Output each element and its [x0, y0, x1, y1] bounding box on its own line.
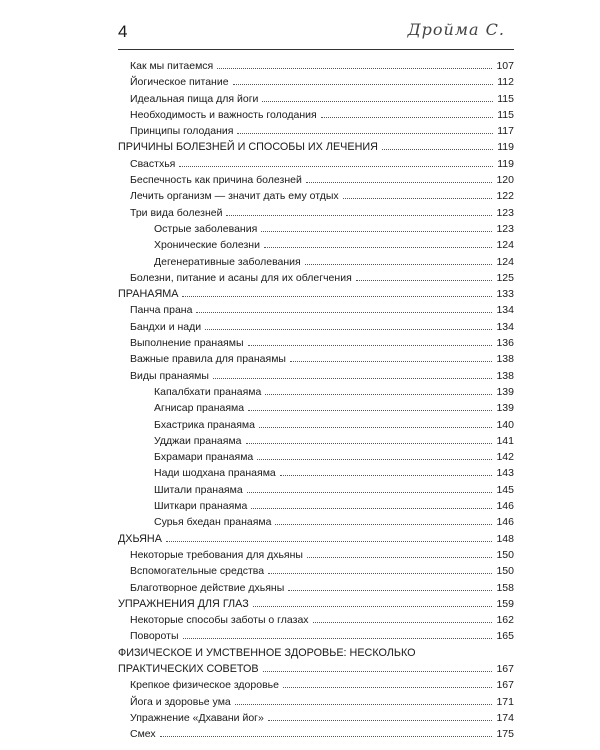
toc-entry-title: Три вида болезней	[130, 206, 223, 219]
toc-entry-page: 136	[496, 337, 514, 350]
dot-leader	[280, 475, 493, 476]
toc-entry	[118, 204, 514, 219]
toc-entry	[118, 432, 514, 447]
toc-entry	[118, 416, 514, 431]
dot-leader	[265, 394, 492, 395]
toc-entry	[118, 57, 514, 72]
header-rule	[118, 49, 514, 50]
toc-entry-page: 124	[496, 255, 514, 268]
dot-leader	[251, 508, 492, 509]
toc-entry-title: Бандхи и нади	[130, 320, 202, 333]
dot-leader	[179, 166, 493, 167]
toc-entry-page: 139	[496, 385, 514, 398]
toc-entry-page: 115	[497, 108, 514, 121]
dot-leader	[382, 149, 493, 150]
toc-entry-page: 139	[496, 402, 514, 415]
dot-leader	[217, 68, 492, 69]
toc-entry-page: 146	[496, 500, 514, 513]
toc-entry-page: 146	[496, 516, 514, 529]
toc-entry	[118, 73, 514, 88]
dot-leader	[205, 329, 492, 330]
toc-entry-title: Крепкое физическое здоровье	[130, 679, 279, 692]
toc-entry-title: Как мы питаемся	[130, 60, 214, 72]
dot-leader	[321, 117, 494, 118]
dot-leader	[259, 427, 493, 428]
dot-leader	[268, 573, 492, 574]
toc-entry-title: Виды пранаямы	[130, 369, 209, 382]
toc-entry-title: Идеальная пища для йоги	[130, 92, 259, 105]
toc-entry	[118, 399, 514, 414]
toc-entry	[118, 155, 514, 170]
toc-entry-page: 107	[496, 60, 514, 72]
dot-leader	[248, 410, 492, 411]
toc-entry-page: 112	[497, 76, 514, 89]
toc-entry-title: Принципы голодания	[130, 125, 234, 138]
toc-entry	[118, 595, 514, 610]
dot-leader	[268, 720, 493, 721]
toc-entry	[118, 513, 514, 528]
toc-entry	[118, 530, 514, 545]
toc-entry	[118, 220, 514, 235]
toc-entry	[118, 318, 514, 333]
toc-entry	[118, 676, 514, 691]
toc-entry-title: Капалбхати пранаяма	[154, 385, 262, 398]
toc-entry-title: Важные правила для пранаямы	[130, 353, 286, 366]
toc-entry	[118, 448, 514, 463]
toc-entry-title: Дегенеративные заболевания	[154, 255, 301, 268]
toc-entry-title: ПРИЧИНЫ БОЛЕЗНЕЙ И СПОСОБЫ ИХ ЛЕЧЕНИЯ	[118, 141, 378, 154]
dot-leader	[248, 345, 493, 346]
toc-entry-page: 124	[496, 239, 514, 252]
toc-entry-title: Нади шодхана пранаяма	[154, 467, 276, 480]
dot-leader	[257, 459, 492, 460]
toc-entry-page: 150	[496, 565, 514, 578]
dot-leader	[306, 182, 493, 183]
dot-leader	[263, 671, 493, 672]
dot-leader	[275, 524, 492, 525]
dot-leader	[305, 264, 493, 265]
toc-entry-title: Бхрамари пранаяма	[154, 451, 254, 464]
dot-leader	[237, 133, 493, 134]
toc-entry	[118, 611, 514, 626]
toc-entry-title: Сурья бхедан пранаяма	[154, 516, 272, 529]
toc-entry-page: 148	[496, 532, 514, 545]
dot-leader	[253, 606, 493, 607]
dot-leader	[343, 198, 493, 199]
toc-entry-title: Панча прана	[130, 304, 193, 317]
toc-entry	[118, 367, 514, 382]
toc-entry-title: Йога и здоровье ума	[130, 695, 231, 708]
toc-entry-title: Благотворное действие дхьяны	[130, 581, 285, 594]
toc-entry-page: 143	[496, 467, 514, 480]
dot-leader	[182, 296, 492, 297]
toc-entry	[118, 627, 514, 642]
dot-leader	[283, 687, 493, 688]
toc-entry-title: Свастхья	[130, 157, 176, 170]
dot-leader	[261, 231, 492, 232]
toc-entry	[118, 497, 514, 512]
toc-entry-title: Необходимость и важность голодания	[130, 108, 317, 121]
toc-entry-title: Упражнение «Дхавани йог»	[130, 711, 264, 724]
toc-entry	[118, 171, 514, 186]
toc-entry-title: ФИЗИЧЕСКОЕ И УМСТВЕННОЕ ЗДОРОВЬЕ: НЕСКОЛЬКО	[118, 646, 416, 659]
toc-entry	[118, 350, 514, 365]
toc-entry	[118, 138, 514, 153]
toc-entry-page: 138	[496, 369, 514, 382]
toc-entry-title: Некоторые способы заботы о глазах	[130, 614, 309, 627]
toc-entry-page: 134	[496, 304, 514, 317]
toc-entry-title: Шиткари пранаяма	[154, 500, 248, 513]
toc-entry	[118, 285, 514, 300]
dot-leader	[264, 247, 493, 248]
toc-entry-title: Острые заболевания	[154, 222, 258, 235]
toc-entry-page: 145	[496, 483, 514, 496]
toc-entry	[118, 187, 514, 202]
toc-entry	[118, 269, 514, 284]
dot-leader	[226, 215, 492, 216]
dot-leader	[288, 590, 492, 591]
toc-entry-page: 123	[496, 222, 514, 235]
toc-entry	[118, 709, 514, 724]
toc-entry-page: 167	[496, 662, 514, 675]
toc-entry-title: Лечить организм — значит дать ему отдых	[130, 190, 339, 203]
table-of-contents	[118, 57, 514, 741]
toc-entry-page: 117	[497, 125, 514, 138]
toc-entry-page: 125	[496, 271, 514, 284]
toc-entry	[118, 464, 514, 479]
toc-entry-title: Повороты	[130, 630, 179, 643]
toc-entry-page: 123	[496, 206, 514, 219]
toc-entry-page: 159	[496, 597, 514, 610]
dot-leader	[290, 361, 492, 362]
toc-entry-title: Бхастрика пранаяма	[154, 418, 255, 431]
toc-entry-title: ПРАКТИЧЕСКИХ СОВЕТОВ	[118, 662, 259, 675]
toc-entry-title: Агнисар пранаяма	[154, 402, 245, 415]
toc-entry-title: ДХЬЯНА	[118, 532, 162, 545]
toc-entry-page: 167	[496, 679, 514, 692]
toc-entry-page: 134	[496, 320, 514, 333]
toc-entry-page: 120	[496, 174, 514, 187]
toc-entry-page: 171	[496, 695, 514, 708]
toc-entry	[118, 644, 514, 659]
toc-entry-title: Болезни, питание и асаны для их облегчения	[130, 271, 352, 284]
toc-entry-page: 175	[496, 728, 514, 741]
toc-entry-title: Удджаи пранаяма	[154, 434, 242, 447]
toc-entry	[118, 660, 514, 675]
toc-entry-title: УПРАЖНЕНИЯ ДЛЯ ГЛАЗ	[118, 597, 249, 610]
toc-entry-title: Смех	[130, 728, 156, 741]
toc-entry-title: Вспомогательные средства	[130, 565, 265, 578]
toc-entry-page: 140	[496, 418, 514, 431]
dot-leader	[166, 541, 493, 542]
page-number: 4	[118, 22, 128, 41]
toc-entry	[118, 301, 514, 316]
toc-entry-page: 150	[496, 548, 514, 561]
toc-entry	[118, 334, 514, 349]
toc-entry-page: 119	[497, 141, 514, 154]
toc-entry	[118, 253, 514, 268]
toc-entry	[118, 236, 514, 251]
dot-leader	[213, 378, 493, 379]
toc-entry-page: 158	[496, 581, 514, 594]
toc-entry	[118, 725, 514, 740]
dot-leader	[233, 84, 494, 85]
dot-leader	[262, 101, 493, 102]
toc-entry	[118, 579, 514, 594]
dot-leader	[160, 736, 493, 737]
toc-entry	[118, 693, 514, 708]
toc-entry-title: ПРАНАЯМА	[118, 288, 179, 301]
toc-entry-page: 119	[497, 157, 514, 170]
toc-entry-title: Выполнение пранаямы	[130, 337, 244, 350]
toc-entry-page: 133	[496, 288, 514, 301]
dot-leader	[235, 704, 493, 705]
toc-entry-page: 138	[496, 353, 514, 366]
toc-entry-title: Некоторые требования для дхьяны	[130, 548, 303, 561]
toc-entry-page: 165	[496, 630, 514, 643]
toc-entry-page: 122	[496, 190, 514, 203]
dot-leader	[196, 312, 492, 313]
toc-entry-page: 142	[496, 451, 514, 464]
author-signature: Дройма С.	[407, 20, 505, 39]
toc-entry	[118, 546, 514, 561]
toc-entry	[118, 562, 514, 577]
toc-entry	[118, 481, 514, 496]
toc-entry-title: Шитали пранаяма	[154, 483, 243, 496]
toc-entry	[118, 383, 514, 398]
toc-entry-page: 174	[496, 711, 514, 724]
toc-entry	[118, 90, 514, 105]
toc-entry-page: 141	[496, 434, 514, 447]
dot-leader	[183, 638, 493, 639]
toc-entry-title: Беспечность как причина болезней	[130, 174, 302, 187]
dot-leader	[247, 492, 493, 493]
toc-entry-page: 162	[496, 614, 514, 627]
toc-entry-title: Йогическое питание	[130, 76, 229, 89]
dot-leader	[313, 622, 493, 623]
dot-leader	[307, 557, 493, 558]
toc-entry-page: 115	[497, 92, 514, 105]
toc-entry-title: Хронические болезни	[154, 239, 260, 252]
dot-leader	[246, 443, 493, 444]
toc-entry	[118, 122, 514, 137]
toc-entry	[118, 106, 514, 121]
dot-leader	[356, 280, 493, 281]
